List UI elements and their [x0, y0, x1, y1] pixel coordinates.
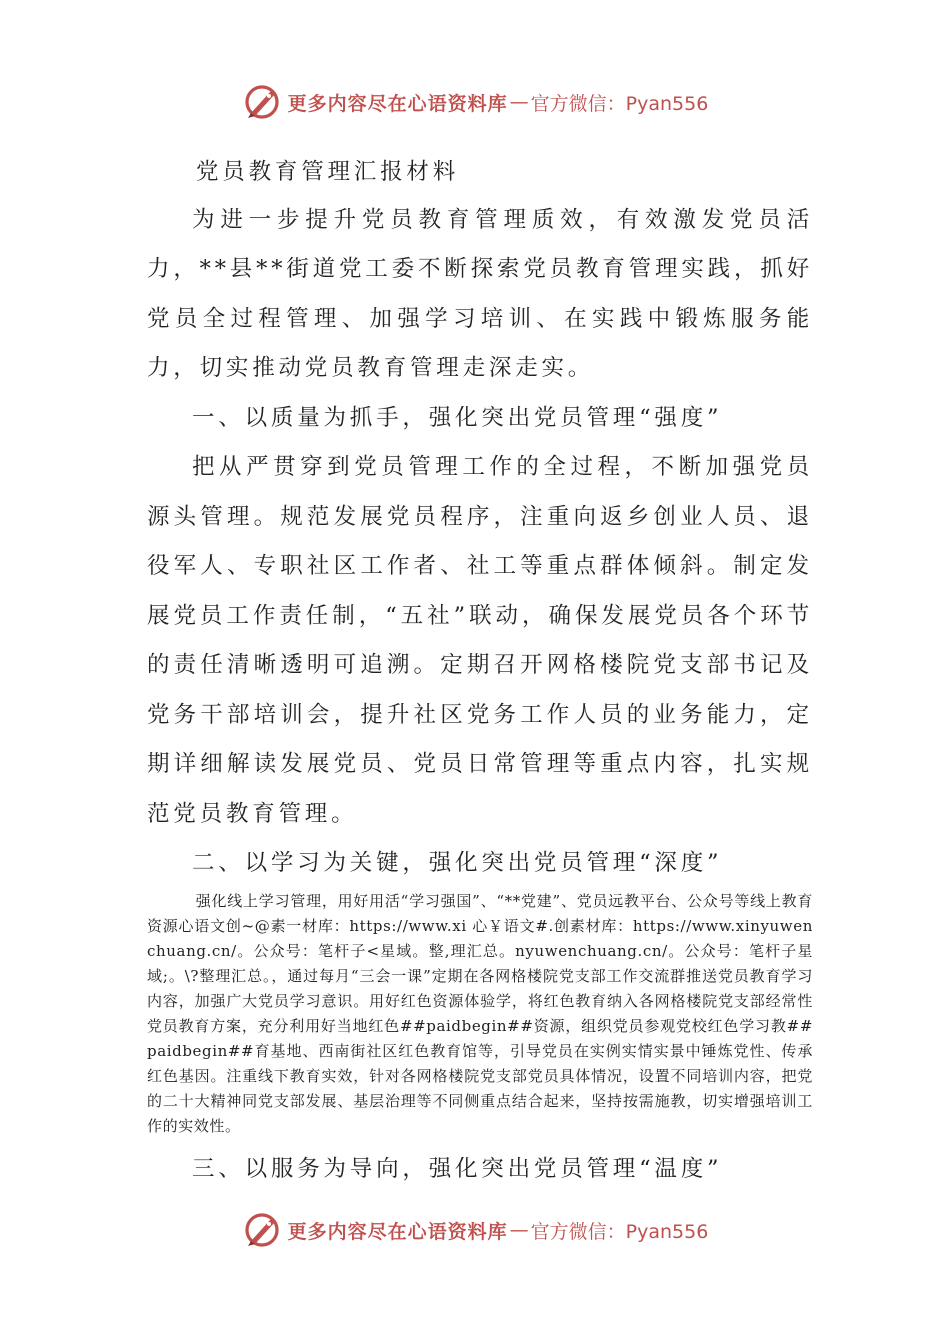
watermark-separator: —: [509, 91, 529, 113]
watermark-title: 更多内容尽在心语资料库: [287, 1220, 508, 1243]
watermark-banner-bottom: [0, 1208, 950, 1252]
section-1-heading: 一、以质量为抓手，强化突出党员管理“强度”: [192, 404, 723, 431]
document-title: 党员教育管理汇报材料: [196, 159, 460, 185]
section-2-paragraph: 强化线上学习管理，用好用活“学习强国”、“**党建”、党员远教平台、公众号等线上教育资源心语文创~@素一材库：https://www.xi 心￥语文#.创素材库：https://www.xinyuwenchuang.cn/。公众号：笔杆子<星域。整,理汇总。nyuwenchuang.cn/。公众号：笔杆子星域;。\?整理汇总。，通过每月“三会一课”定期在各网格楼院党支部工作交流群推送党员教育学习内容，加强广大党员学习意识。用好红色资源体验学，将红色教育纳入各网格楼院党支部经常性党员教育方案，充分利用好当地红色##paidbegin##资源，组织党员参观党校红色学习教##paidbegin##育基地、西南街社区红色教育馆等，引导党员在实例实情实景中锤炼党性、传承红色基因。注重线下教育实效，针对各网格楼院党支部党员具体情况，设置不同培训内容，把党的二十大精神同党支部发展、基层治理等不同侧重点结合起来，坚持按需施教，切实增强培训工作的实效性。: [147, 891, 813, 1135]
watermark-title: 更多内容尽在心语资料库: [287, 92, 508, 115]
document-body: [147, 148, 813, 1194]
section-2-heading: 二、以学习为关键，强化突出党员管理“深度”: [192, 850, 723, 876]
pen-logo-icon: [242, 82, 282, 122]
section-3-heading: 三、以服务为导向，强化突出党员管理“温度”: [192, 1155, 723, 1182]
watermark-contact: 官方微信：Pyan556: [530, 92, 709, 115]
section-1-paragraph: 把从严贯穿到党员管理工作的全过程，不断加强党员源头管理。规范发展党员程序，注重向返乡创业人员、退役军人、专职社区工作者、社工等重点群体倾斜。制定发展党员工作责任制，“五社”联动，确保发展党员各个环节的责任清晰透明可追溯。定期召开网格楼院党支部书记及党务干部培训会，提升社区党务工作人员的业务能力，定期详细解读发展党员、党员日常管理等重点内容，扎实规范党员教育管理。: [147, 454, 813, 827]
watermark-separator: —: [509, 1219, 529, 1241]
pen-logo-icon: [242, 1210, 282, 1250]
intro-paragraph: 为进一步提升党员教育管理质效，有效激发党员活力，**县**街道党工委不断探索党员教育管理实践，抓好党员全过程管理、加强学习培训、在实践中锻炼服务能力，切实推动党员教育管理走深走实。: [147, 206, 813, 381]
watermark-banner-top: [0, 80, 950, 124]
watermark-contact: 官方微信：Pyan556: [530, 1220, 709, 1243]
